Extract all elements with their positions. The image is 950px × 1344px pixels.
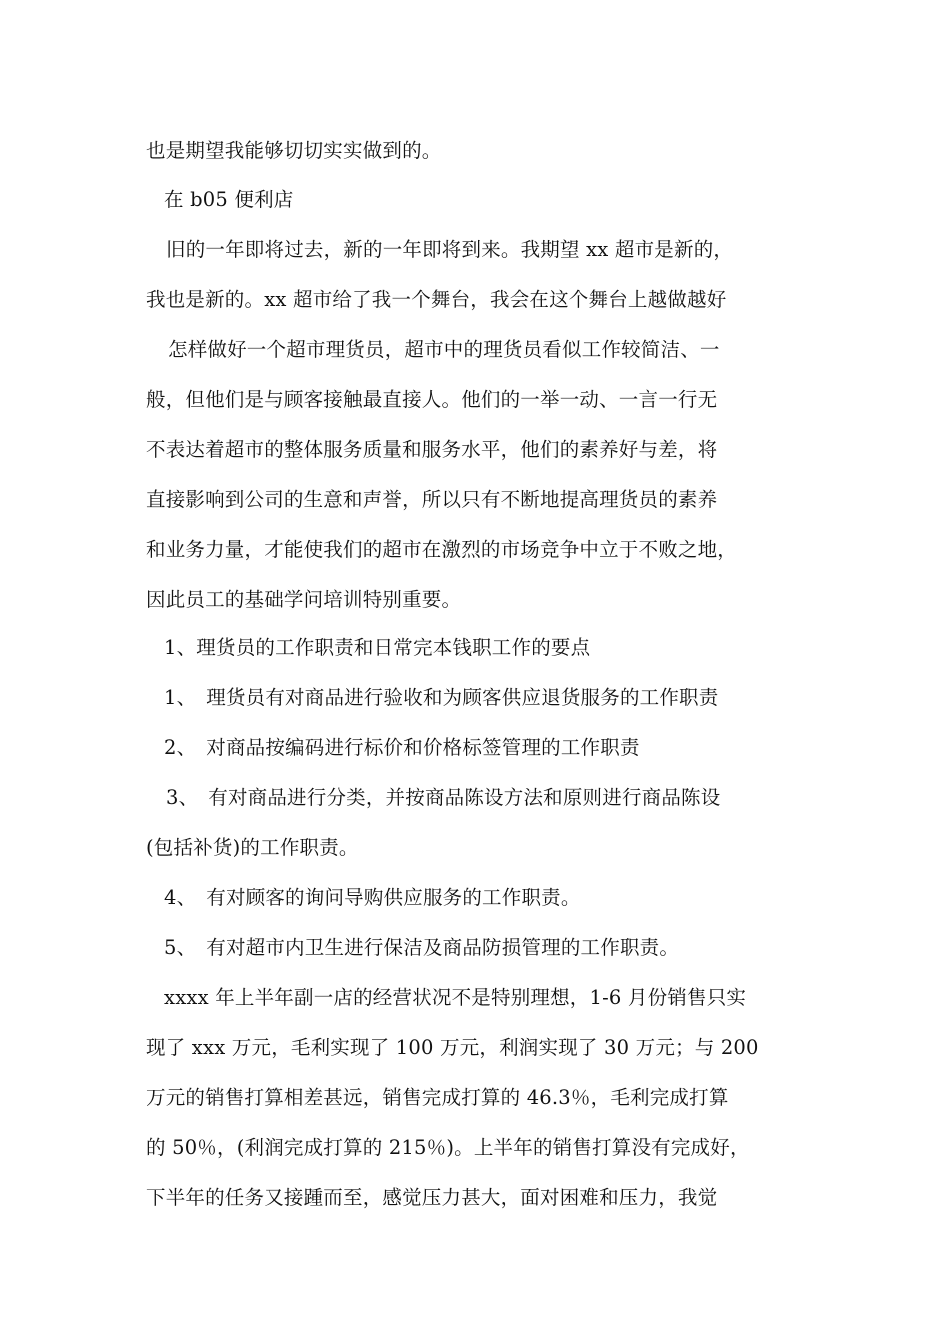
text-line-1: 也是期望我能够切切实实做到的。	[146, 139, 442, 162]
list-item-1: 1、 理货员有对商品进行验收和为顾客供应退货服务的工作职责	[164, 686, 719, 709]
text-line-6: 般，但他们是与顾客接触最直接人。他们的一举一动、一言一行无	[146, 388, 718, 411]
list-item-3: 3、 有对商品进行分类，并按商品陈设方法和原则进行商品陈设	[166, 786, 721, 809]
text-line-5: 怎样做好一个超市理货员，超市中的理货员看似工作较简洁、一	[168, 338, 720, 361]
text-line-8: 直接影响到公司的生意和声誉，所以只有不断地提高理货员的素养	[146, 488, 718, 511]
list-heading: 1、理货员的工作职责和日常完本钱职工作的要点	[164, 636, 591, 659]
text-line-20: 万元的销售打算相差甚远，销售完成打算的 46.3％，毛利完成打算	[146, 1086, 729, 1109]
text-line-19: 现了 xxx 万元，毛利实现了 100 万元，利润实现了 30 万元；与 200	[146, 1036, 759, 1059]
text-line-7: 不表达着超市的整体服务质量和服务水平，他们的素养好与差，将	[146, 438, 718, 461]
text-line-21: 的 50％，(利润完成打算的 215％)。上半年的销售打算没有完成好，	[146, 1136, 750, 1159]
text-line-18: xxxx 年上半年副一店的经营状况不是特别理想，1-6 月份销售只实	[164, 986, 747, 1009]
text-line-2: 在 b05 便利店	[164, 188, 294, 211]
list-item-4: 4、 有对顾客的询问导购供应服务的工作职责。	[164, 886, 581, 909]
text-line-4: 我也是新的。xx 超市给了我一个舞台，我会在这个舞台上越做越好	[146, 288, 727, 311]
text-line-9: 和业务力量，才能使我们的超市在激烈的市场竞争中立于不败之地，	[146, 538, 738, 561]
list-item-5: 5、 有对超市内卫生进行保洁及商品防损管理的工作职责。	[164, 936, 680, 959]
text-line-10: 因此员工的基础学问培训特别重要。	[146, 588, 462, 611]
list-item-2: 2、 对商品按编码进行标价和价格标签管理的工作职责	[164, 736, 640, 759]
text-line-22: 下半年的任务又接踵而至，感觉压力甚大，面对困难和压力，我觉	[146, 1186, 718, 1209]
list-item-3-continuation: (包括补货)的工作职责。	[146, 836, 359, 859]
text-line-3: 旧的一年即将过去，新的一年即将到来。我期望 xx 超市是新的，	[166, 238, 734, 261]
